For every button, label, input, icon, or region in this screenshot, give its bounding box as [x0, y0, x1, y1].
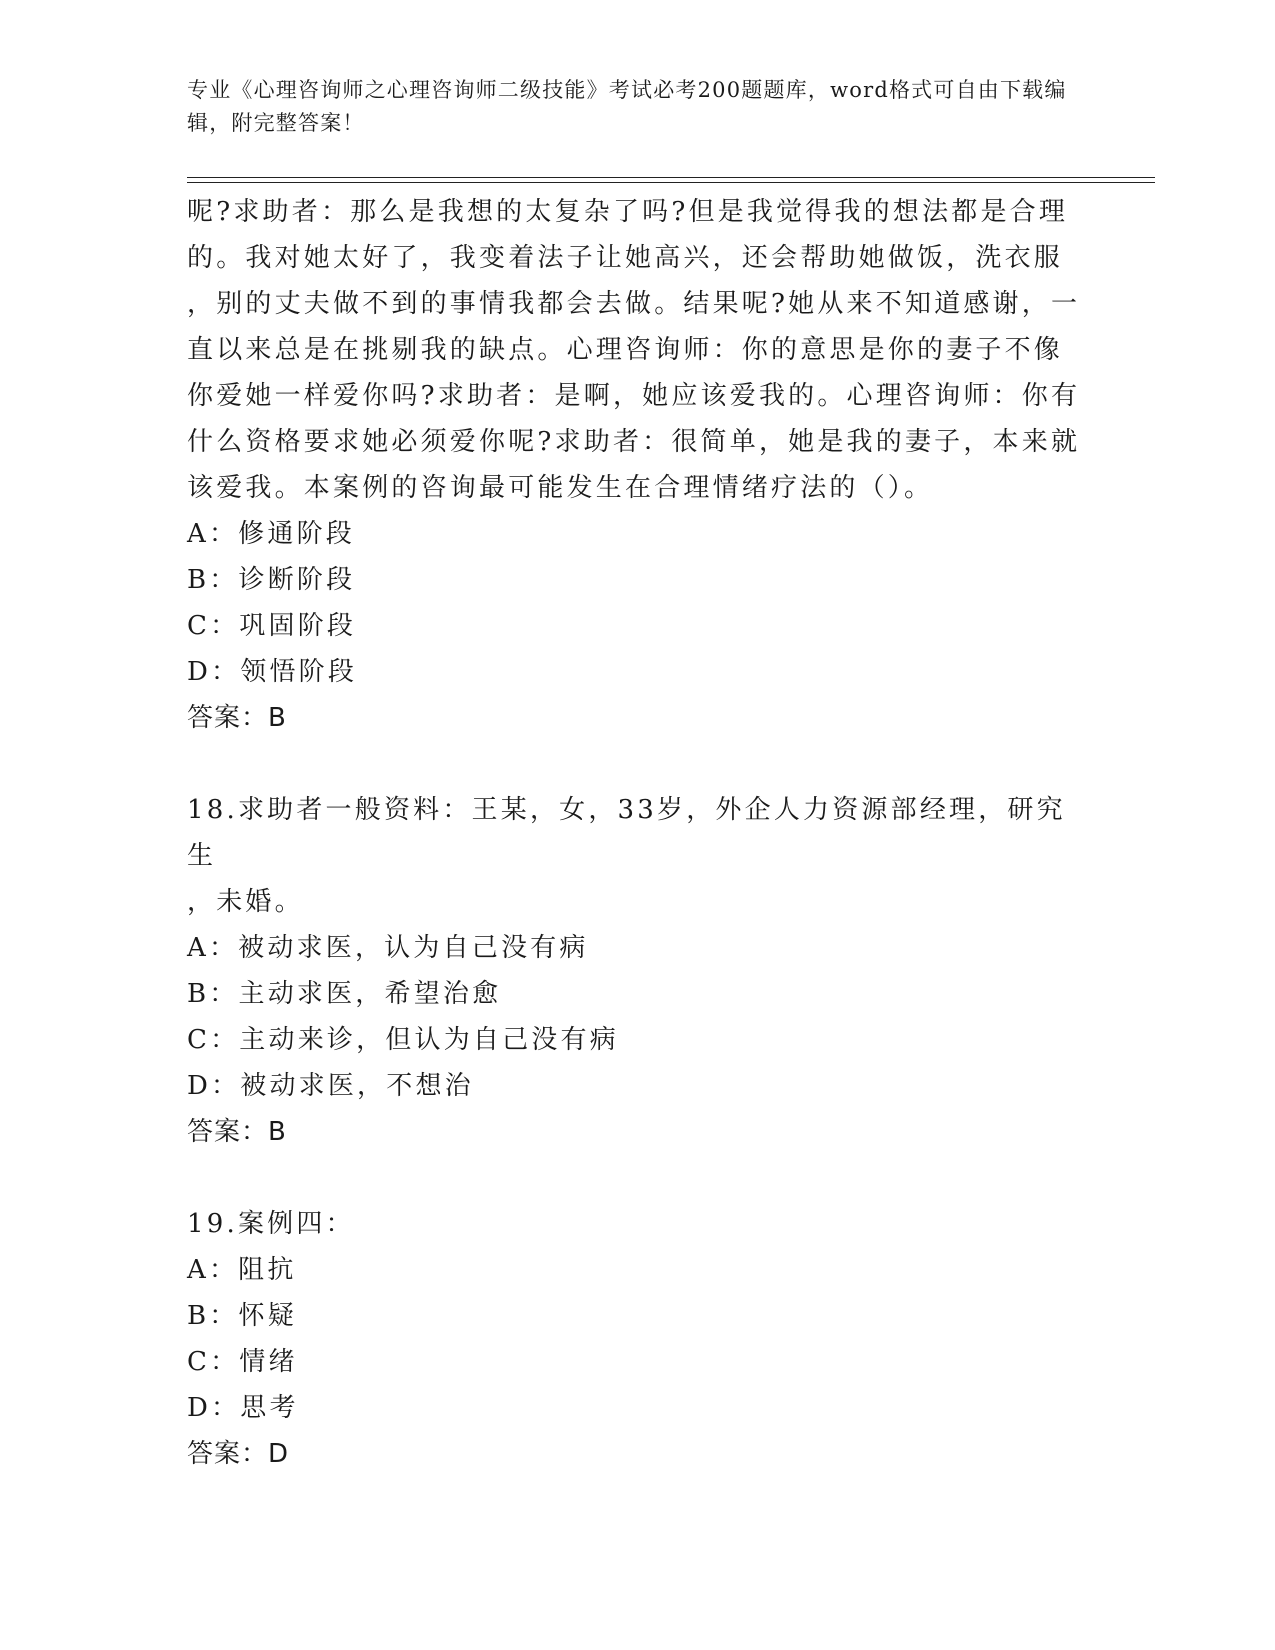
option-d: D：被动求医，不想治 [187, 1071, 474, 1101]
answer-label: 答案：D [187, 1439, 290, 1469]
question-stem: 18.求助者一般资料：王某，女，33岁，外企人力资源部经理，研究生 ，未婚。 [187, 795, 1066, 917]
question-18 [187, 787, 1087, 1155]
question-content [187, 189, 1087, 1477]
header-divider-bottom [187, 182, 1155, 183]
header-divider-top [187, 177, 1155, 178]
option-b: B：怀疑 [187, 1301, 297, 1331]
option-c: C：巩固阶段 [187, 611, 357, 641]
option-b: B：诊断阶段 [187, 565, 356, 595]
document-header: 专业《心理咨询师之心理咨询师二级技能》考试必考200题题库，word格式可自由下载编辑，附完整答案！ [187, 78, 1067, 135]
answer-label: 答案：B [187, 1117, 287, 1147]
option-c: C：情绪 [187, 1347, 298, 1377]
question-stem: 19.案例四： [187, 1209, 355, 1239]
spacer [187, 1155, 1087, 1201]
option-a: A：修通阶段 [187, 519, 355, 549]
option-d: D：思考 [187, 1393, 299, 1423]
option-b: B：主动求医，希望治愈 [187, 979, 502, 1009]
question-17 [187, 189, 1087, 741]
answer-label: 答案：B [187, 703, 287, 733]
option-a: A：被动求医，认为自己没有病 [187, 933, 589, 963]
question-19 [187, 1201, 1087, 1477]
question-stem: 呢?求助者：那么是我想的太复杂了吗?但是我觉得我的想法都是合理 的。我对她太好了，我变着法子让她高兴，还会帮助她做饭，洗衣服 ，别的丈夫做不到的事情我都会去做。结果呢?她从来不知道感谢，一 直以来总是在挑剔我的缺点。心理咨询师：你的意思是你的妻子不像 你爱她一样爱你吗?求助者：是啊，她应该爱我的。心理咨询师：你有 什么资格要求她必须爱你呢?求助者：很简单，她是我的妻子，本来就 该爱我。本案例的咨询最可能发生在合理情绪疗法的（）。 [187, 197, 1081, 503]
option-a: A：阻抗 [187, 1255, 297, 1285]
option-d: D：领悟阶段 [187, 657, 358, 687]
spacer [187, 741, 1087, 787]
option-c: C：主动来诊，但认为自己没有病 [187, 1025, 619, 1055]
